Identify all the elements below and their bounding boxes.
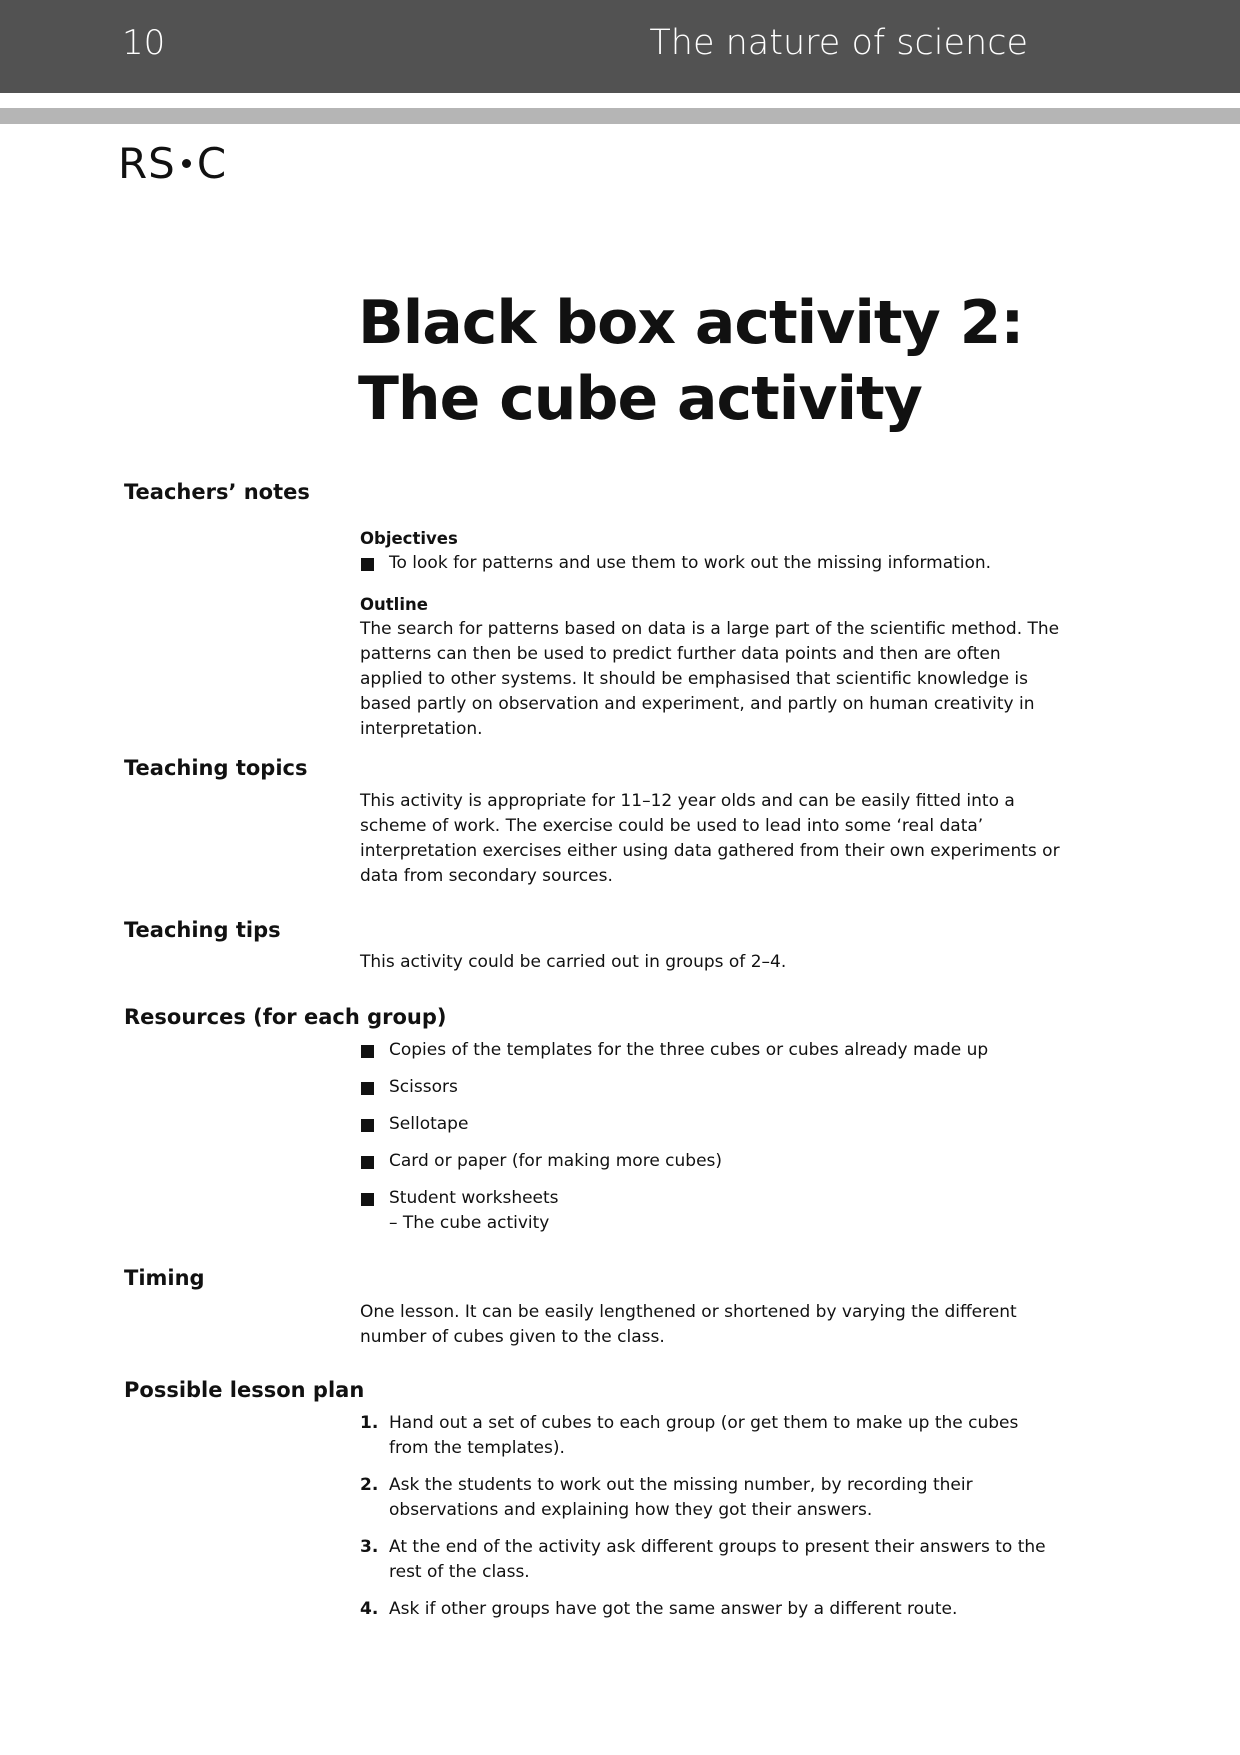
resource-sub-item: – The cube activity xyxy=(389,1213,550,1233)
rsc-logo: RS C xyxy=(118,139,228,188)
resource-item: Scissors xyxy=(360,1075,1060,1100)
page-title xyxy=(358,285,1118,437)
header-divider xyxy=(0,108,1240,124)
teaching-topics-heading: Teaching topics xyxy=(124,756,308,780)
header-bar xyxy=(0,0,1240,93)
objective-item: To look for patterns and use them to work out the missing information. xyxy=(360,551,1060,576)
page-title-line-1: Black box activity 2: xyxy=(358,288,1024,358)
bullet-square-icon xyxy=(361,1119,374,1132)
timing-text: One lesson. It can be easily lengthened or shortened by varying the different number of cubes given to the class. xyxy=(360,1302,1017,1347)
resource-item: Sellotape xyxy=(360,1112,1060,1137)
page-number: 10 xyxy=(122,23,166,63)
bullet-square-icon xyxy=(361,1082,374,1095)
teaching-topics-text: This activity is appropriate for 11–12 year olds and can be easily fitted into a scheme of work. The exercise could be used to lead into some ‘real data’ interpretation exercises either using data gathered from their own experiments or data from secondary sources. xyxy=(360,791,1060,886)
outline-text: The search for patterns based on data is a large part of the scientific method. The patterns can then be used to predict further data points and then are often applied to other systems. It should be emphasised that scientific knowledge is based partly on observation and experiment, and partly on human creativity in interpretation. xyxy=(360,619,1060,739)
lesson-step: 2. Ask the students to work out the missing number, by recording their observations and explaining how they got their answers. xyxy=(360,1475,973,1520)
page-title-line-2: The cube activity xyxy=(358,364,922,434)
objectives-heading: Objectives xyxy=(360,529,458,548)
outline-heading: Outline xyxy=(360,595,428,614)
lesson-step: 3. At the end of the activity ask different groups to present their answers to the rest of the class. xyxy=(360,1537,1046,1582)
bullet-square-icon xyxy=(361,558,374,571)
lesson-step: 4. Ask if other groups have got the same answer by a different route. xyxy=(360,1599,958,1619)
section-title: The nature of science xyxy=(649,23,1028,63)
lesson-step: 1. Hand out a set of cubes to each group (or get them to make up the cubes from the templates). xyxy=(360,1413,1019,1458)
resources-heading: Resources (for each group) xyxy=(124,1005,447,1029)
bullet-square-icon xyxy=(361,1193,374,1206)
lesson-plan-list xyxy=(360,1411,1060,1634)
teaching-tips-heading: Teaching tips xyxy=(124,918,281,942)
teachers-notes-body xyxy=(360,526,1060,742)
teaching-tips-text: This activity could be carried out in groups of 2–4. xyxy=(360,952,787,972)
resources-list xyxy=(360,1038,1060,1248)
bullet-square-icon xyxy=(361,1156,374,1169)
teachers-notes-heading: Teachers’ notes xyxy=(124,480,310,504)
resource-item: Card or paper (for making more cubes) xyxy=(360,1149,1060,1174)
resource-item: Copies of the templates for the three cubes or cubes already made up xyxy=(360,1038,1060,1063)
timing-heading: Timing xyxy=(124,1266,205,1290)
bullet-square-icon xyxy=(361,1045,374,1058)
resource-item: Student worksheets – The cube activity xyxy=(360,1186,1060,1236)
lesson-plan-heading: Possible lesson plan xyxy=(124,1378,365,1402)
